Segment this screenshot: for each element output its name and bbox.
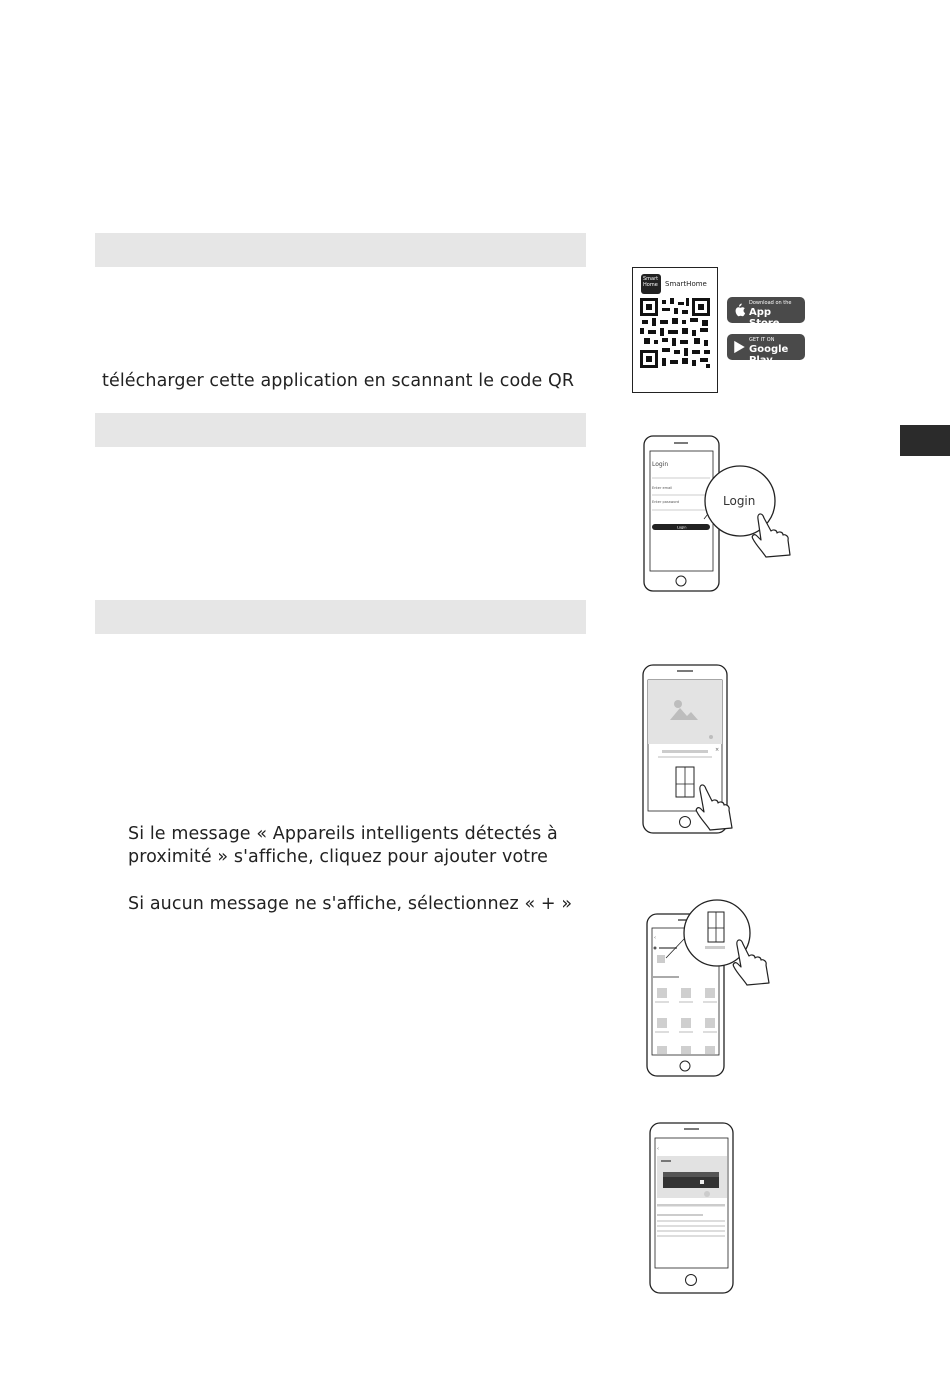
login-email-field: Enter email bbox=[652, 486, 673, 490]
svg-text:‹: ‹ bbox=[657, 1146, 659, 1152]
section-bar-1 bbox=[95, 233, 586, 267]
add-device-phone-illustration bbox=[645, 898, 785, 1078]
section-bar-3 bbox=[95, 600, 586, 634]
login-screen-title: Login bbox=[652, 461, 669, 468]
app-store-badge[interactable] bbox=[727, 297, 805, 329]
google-play-big: Google Play bbox=[749, 344, 789, 366]
login-zoom-label: Login bbox=[723, 494, 756, 508]
apple-icon bbox=[733, 303, 746, 317]
qr-card bbox=[632, 267, 718, 393]
page-tab bbox=[900, 425, 950, 456]
device-page-phone-illustration bbox=[645, 1120, 740, 1298]
qr-code-icon bbox=[640, 298, 710, 368]
step3-line-1: Si le message « Appareils intelligents détectés à bbox=[128, 824, 558, 844]
svg-text:×: × bbox=[715, 747, 720, 753]
google-play-small: GET IT ON bbox=[749, 337, 775, 343]
step1-text: télécharger cette application en scannant le code QR bbox=[102, 371, 575, 391]
login-password-field: Enter password bbox=[652, 500, 680, 504]
google-play-badge[interactable] bbox=[727, 334, 805, 366]
svg-text:‹: ‹ bbox=[654, 935, 656, 941]
qr-app-name: SmartHome bbox=[665, 280, 707, 288]
login-phone-illustration bbox=[640, 433, 800, 595]
hand-pointer-icon bbox=[752, 514, 790, 557]
step3-line-3: Si aucun message ne s'affiche, sélectionnez « + » bbox=[128, 894, 573, 914]
nearby-device-phone-illustration bbox=[640, 662, 750, 834]
section-bar-2 bbox=[95, 413, 586, 447]
step3-line-2: proximité » s'affiche, cliquez pour ajouter votre bbox=[128, 847, 549, 867]
login-button-small: Login bbox=[677, 525, 687, 530]
smart-home-logo: Smart Home bbox=[641, 274, 661, 294]
app-store-big: App Store bbox=[749, 307, 780, 329]
google-play-icon bbox=[733, 340, 746, 354]
app-store-small: Download on the bbox=[749, 300, 792, 306]
